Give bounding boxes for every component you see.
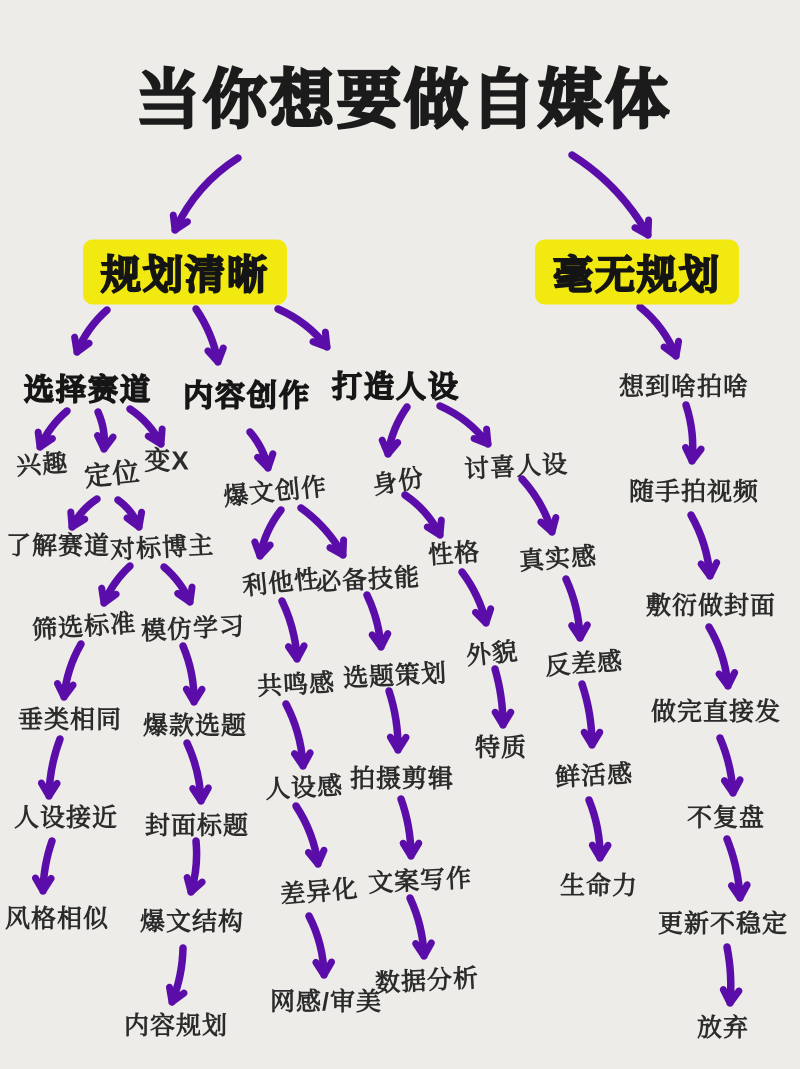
node-post-right-away: 做完直接发: [650, 698, 782, 726]
node-no-plan: 毫无规划: [535, 240, 739, 305]
node-same-vertical: 垂类相同: [17, 706, 123, 734]
arrow-shaft: [572, 155, 648, 235]
node-cover-title: 封面标题: [144, 812, 250, 840]
node-no-review: 不复盘: [686, 804, 766, 832]
node-choose-track: 选择赛道: [24, 374, 152, 407]
node-imitation-learning: 模仿学习: [140, 612, 246, 646]
node-likeable-persona: 讨喜人设: [463, 450, 569, 484]
node-understand-track: 了解赛道: [5, 532, 111, 560]
node-vitality: 生命力: [559, 872, 639, 900]
node-positioning: 定位: [82, 456, 142, 493]
node-title: 当你想要做自媒体: [136, 64, 672, 136]
node-casual-video: 随手拍视频: [628, 478, 760, 506]
node-altruism: 利他性: [240, 564, 322, 601]
node-differentiation: 差异化: [279, 874, 360, 910]
node-appearance: 外貌: [464, 637, 520, 671]
node-resonance: 共鸣感: [256, 668, 336, 702]
node-identity: 身份: [370, 463, 427, 501]
node-viral-structure: 爆文结构: [139, 908, 245, 936]
node-viral-writing: 爆文创作: [222, 472, 329, 512]
node-build-persona: 打造人设: [332, 371, 460, 404]
node-unstable-updates: 更新不稳定: [657, 910, 789, 938]
node-authenticity: 真实感: [518, 542, 599, 576]
node-careless-cover: 敷衍做封面: [645, 592, 777, 620]
node-essential-skills: 必备技能: [315, 563, 421, 597]
node-similar-style: 风格相似: [4, 905, 110, 933]
node-interest: 兴趣: [15, 449, 70, 481]
node-content-planning: 内容规划: [123, 1012, 229, 1040]
node-similar-persona: 人设接近: [13, 804, 119, 832]
node-vividness: 鲜活感: [554, 759, 634, 793]
node-monetization: 变X: [144, 445, 190, 476]
node-data-analysis: 数据分析: [374, 964, 480, 998]
node-traits: 特质: [474, 734, 528, 762]
node-persona-feel: 人设感: [264, 771, 344, 805]
node-web-sense-aesthetics: 网感/审美: [270, 988, 382, 1016]
node-shoot-whatever: 想到啥拍啥: [618, 373, 750, 401]
arrow-shaft: [175, 158, 238, 230]
node-personality: 性格: [427, 538, 482, 570]
node-topic-planning: 选题策划: [342, 659, 448, 693]
node-contrast-feel: 反差感: [544, 647, 625, 681]
node-clear-plan: 规划清晰: [83, 240, 287, 305]
node-give-up: 放弃: [696, 1014, 750, 1042]
node-shoot-edit: 拍摄剪辑: [349, 765, 455, 793]
node-benchmark-bloggers: 对标博主: [109, 531, 215, 565]
node-copywriting: 文案写作: [367, 864, 473, 898]
node-content-creation: 内容创作: [183, 380, 311, 413]
node-screening-criteria: 筛选标准: [31, 609, 137, 645]
node-viral-topic-picks: 爆款选题: [142, 712, 248, 740]
